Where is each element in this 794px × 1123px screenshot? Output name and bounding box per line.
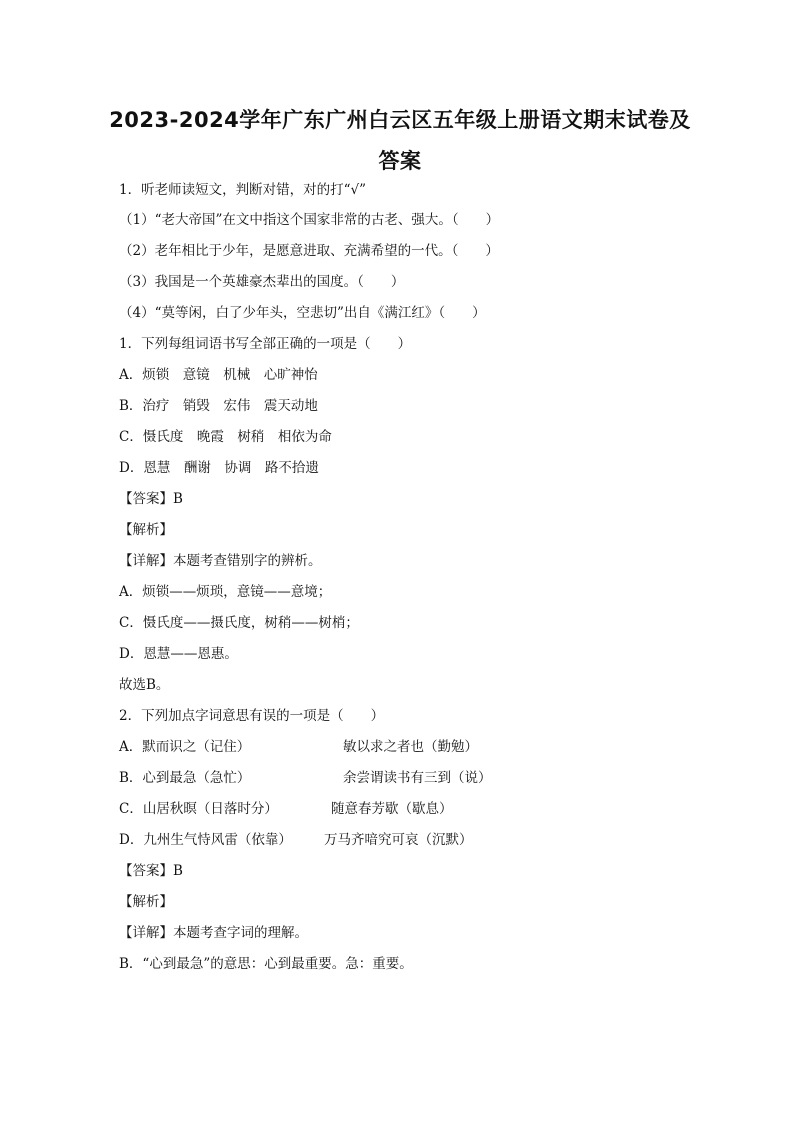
- question-1-item-2: （2）老年相比于少年，是愿意进取、充满希望的一代。（ ）: [119, 243, 499, 259]
- option-c: C．慑氏度 晚霞 树稍 相依为命: [119, 429, 332, 445]
- option-b-right: 余尝谓读书有三到（说）: [343, 770, 492, 786]
- question-3-stem: 2．下列加点字词意思有误的一项是（ ）: [119, 708, 385, 724]
- detail-d: D．恩慧——恩惠。: [119, 646, 238, 662]
- detail-line-2: 【详解】本题考查字词的理解。: [119, 925, 308, 941]
- question-2-stem: 1．下列每组词语书写全部正确的一项是（ ）: [119, 336, 412, 352]
- analysis-heading-2: 【解析】: [119, 894, 173, 910]
- option-d-right: 万马齐喑究可哀（沉默）: [324, 832, 473, 848]
- option-d-left: D．九州生气恃风雷（依靠）: [119, 832, 292, 848]
- question-1-item-3: （3）我国是一个英雄豪杰辈出的国度。（ ）: [119, 274, 405, 290]
- detail-a: A．烦锁——烦琐，意镜——意境；: [119, 584, 332, 600]
- detail-c: C．慑氏度——摄氏度，树稍——树梢；: [119, 615, 359, 631]
- option-c-right: 随意春芳歇（歇息）: [331, 801, 453, 817]
- question-1-item-4: （4）“莫等闲，白了少年头，空悲切”出自《满江红》（ ）: [119, 305, 486, 321]
- option-c-left: C．山居秋暝（日落时分）: [119, 801, 278, 817]
- option-a-right: 敏以求之者也（勤勉）: [343, 739, 478, 755]
- detail-line: 【详解】本题考查错别字的辨析。: [119, 553, 322, 569]
- option-b: B．治疗 销毁 宏伟 震天动地: [119, 398, 318, 414]
- question-1-stem: 1．听老师读短文，判断对错，对的打“√”: [119, 182, 366, 198]
- analysis-heading: 【解析】: [119, 522, 173, 538]
- document-title-line-2: 答案: [378, 149, 422, 173]
- answer-line: 【答案】B: [119, 491, 183, 507]
- answer-line-2: 【答案】B: [119, 863, 183, 879]
- option-b-left: B．心到最急（急忙）: [119, 770, 251, 786]
- detail-b-2: B．“心到最急”的意思：心到最重要。急：重要。: [119, 956, 413, 972]
- document-title-line-1: 2023-2024学年广东广州白云区五年级上册语文期末试卷及: [109, 108, 691, 132]
- option-d: D．恩慧 酬谢 协调 路不拾遗: [119, 460, 319, 476]
- conclusion-line: 故选B。: [119, 677, 170, 693]
- question-1-item-1: （1）“老大帝国”在文中指这个国家非常的古老、强大。（ ）: [119, 212, 500, 228]
- option-a: A．烦锁 意镜 机械 心旷神怡: [119, 367, 318, 383]
- option-a-left: A．默而识之（记住）: [119, 739, 251, 755]
